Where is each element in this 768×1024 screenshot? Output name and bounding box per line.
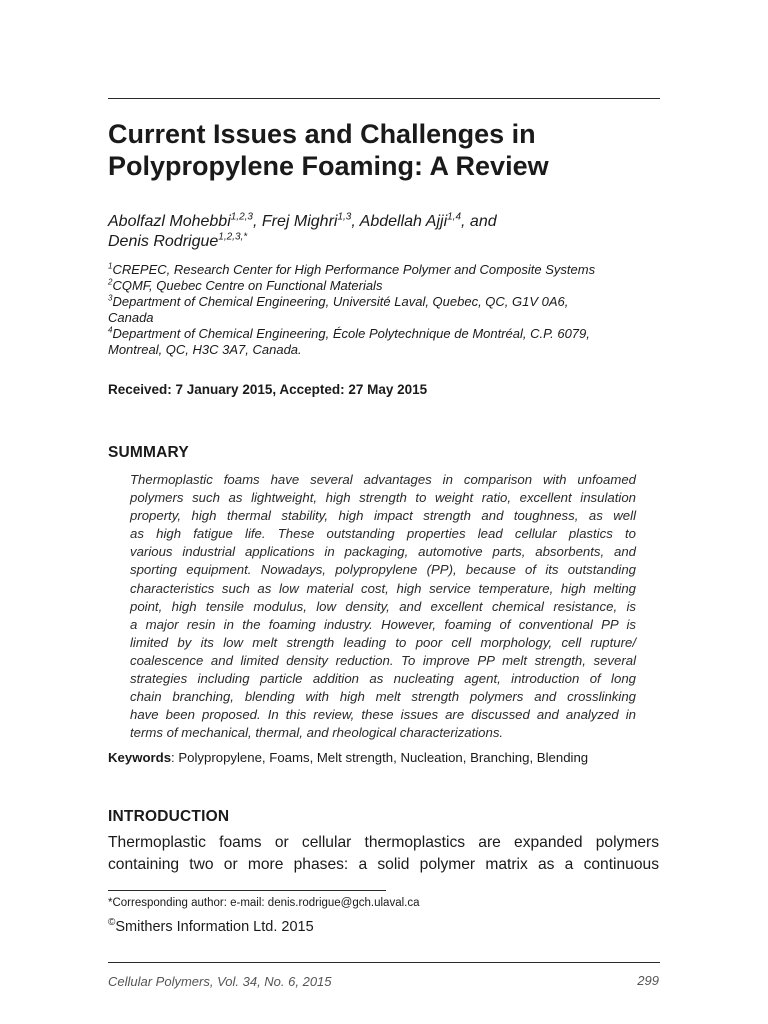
summary-abstract (130, 471, 636, 742)
header-rule (108, 98, 660, 99)
affiliation-marker: 2 (108, 277, 113, 287)
journal-citation: Cellular Polymers, Vol. 34, No. 6, 2015 (108, 974, 332, 989)
summary-line: a major resin in the foaming industry. However, foaming of conventional PP is (130, 616, 636, 632)
author-name: Frej Mighri (261, 213, 338, 230)
footer-rule (108, 962, 660, 963)
article-title (108, 118, 668, 182)
footnote-rule (108, 890, 386, 891)
affiliation-text: CQMF, Quebec Centre on Functional Materials (112, 278, 383, 293)
summary-line: chain branching, blending with high melt strength polymers and crosslinking (130, 689, 636, 705)
author-separator: , (253, 213, 262, 230)
title-line: Current Issues and Challenges in (108, 119, 536, 149)
summary-line: various industrial applications in packaging, automotive parts, absorbents, and (130, 544, 636, 560)
affiliation-text: Montreal, QC, H3C 3A7, Canada. (108, 342, 302, 357)
affiliation-line (108, 342, 668, 358)
summary-line: coalescence and limited density reduction. To improve PP melt strength, several (130, 652, 636, 668)
author-name: Abolfazl Mohebbi (108, 213, 231, 230)
introduction-line: containing two or more phases: a solid polymer matrix as a continuous (108, 856, 659, 873)
affiliation-line (108, 278, 668, 294)
author-affiliation-marker: 1,3 (337, 211, 352, 223)
author-separator: , (351, 213, 360, 230)
author-name: Denis Rodrigue (108, 233, 219, 250)
affiliation-text: Department of Chemical Engineering, Université Laval, Quebec, QC, G1V 0A6, (112, 294, 569, 309)
keywords-label: Keywords (108, 750, 172, 765)
affiliation-line (108, 294, 668, 310)
copyright-notice (108, 919, 314, 935)
summary-line: polymers such as lightweight, high strength to weight ratio, excellent insulation (130, 490, 636, 506)
corresponding-author-footnote: *Corresponding author: e-mail: denis.rodrigue@gch.ulaval.ca (108, 897, 420, 909)
introduction-line: Thermoplastic foams or cellular thermoplastics are expanded polymers (108, 834, 659, 851)
affiliation-line (108, 326, 668, 342)
summary-line: as high fatigue life. These outstanding properties lead cellular plastics to (130, 526, 636, 542)
summary-line: point, high tensile modulus, low density, and excellent chemical resistance, is (130, 598, 636, 614)
summary-line: limited by its low melt strength leading to poor cell morphology, cell rupture/ (130, 634, 636, 650)
introduction-text (108, 832, 659, 876)
received-accepted-dates: Received: 7 January 2015, Accepted: 27 May 2015 (108, 382, 428, 397)
author-affiliation-marker: 1,2,3 (230, 211, 253, 223)
affiliation-marker: 3 (108, 293, 113, 303)
title-line: Polypropylene Foaming: A Review (108, 151, 549, 181)
author-separator: , and (461, 213, 497, 230)
introduction-heading: INTRODUCTION (108, 808, 230, 825)
summary-line: have been proposed. In this review, these issues are discussed and analyzed in (130, 707, 636, 723)
author-affiliation-marker: 1,2,3,* (218, 231, 248, 243)
summary-line: property, high thermal stability, high impact strength and toughness, as well (130, 508, 636, 524)
author-line (108, 212, 668, 232)
summary-line: characteristics such as low material cost, high service temperature, high melting (130, 580, 636, 596)
keywords-list: : Polypropylene, Foams, Melt strength, Nucleation, Branching, Blending (171, 750, 589, 765)
page-number: 299 (637, 973, 659, 988)
summary-line: Thermoplastic foams have several advantages in comparison with unfoamed (130, 472, 636, 487)
copyright-text: Smithers Information Ltd. 2015 (115, 919, 314, 935)
copyright-symbol: © (108, 917, 116, 929)
keywords (108, 750, 588, 765)
affiliation-text: Canada (108, 310, 154, 325)
author-name: Abdellah Ajji (359, 213, 448, 230)
author-affiliation-marker: 1,4 (447, 211, 462, 223)
summary-line: terms of mechanical, thermal, and rheological characterizations. (130, 725, 504, 741)
affiliation-marker: 4 (108, 325, 113, 335)
author-line (108, 232, 668, 252)
affiliation-line (108, 262, 668, 278)
summary-line: sporting equipment. Nowadays, polypropylene (PP), because of its outstanding (130, 562, 636, 578)
affiliation-marker: 1 (108, 261, 113, 271)
summary-line: strategies including particle addition as nucleating agent, introduction of long (130, 671, 636, 687)
author-list (108, 212, 668, 252)
summary-heading: SUMMARY (108, 444, 189, 461)
affiliation-line (108, 310, 668, 326)
affiliation-text: Department of Chemical Engineering, École Polytechnique de Montréal, C.P. 6079, (112, 326, 590, 341)
affiliation-list (108, 262, 668, 358)
affiliation-text: CREPEC, Research Center for High Performance Polymer and Composite Systems (112, 262, 596, 277)
